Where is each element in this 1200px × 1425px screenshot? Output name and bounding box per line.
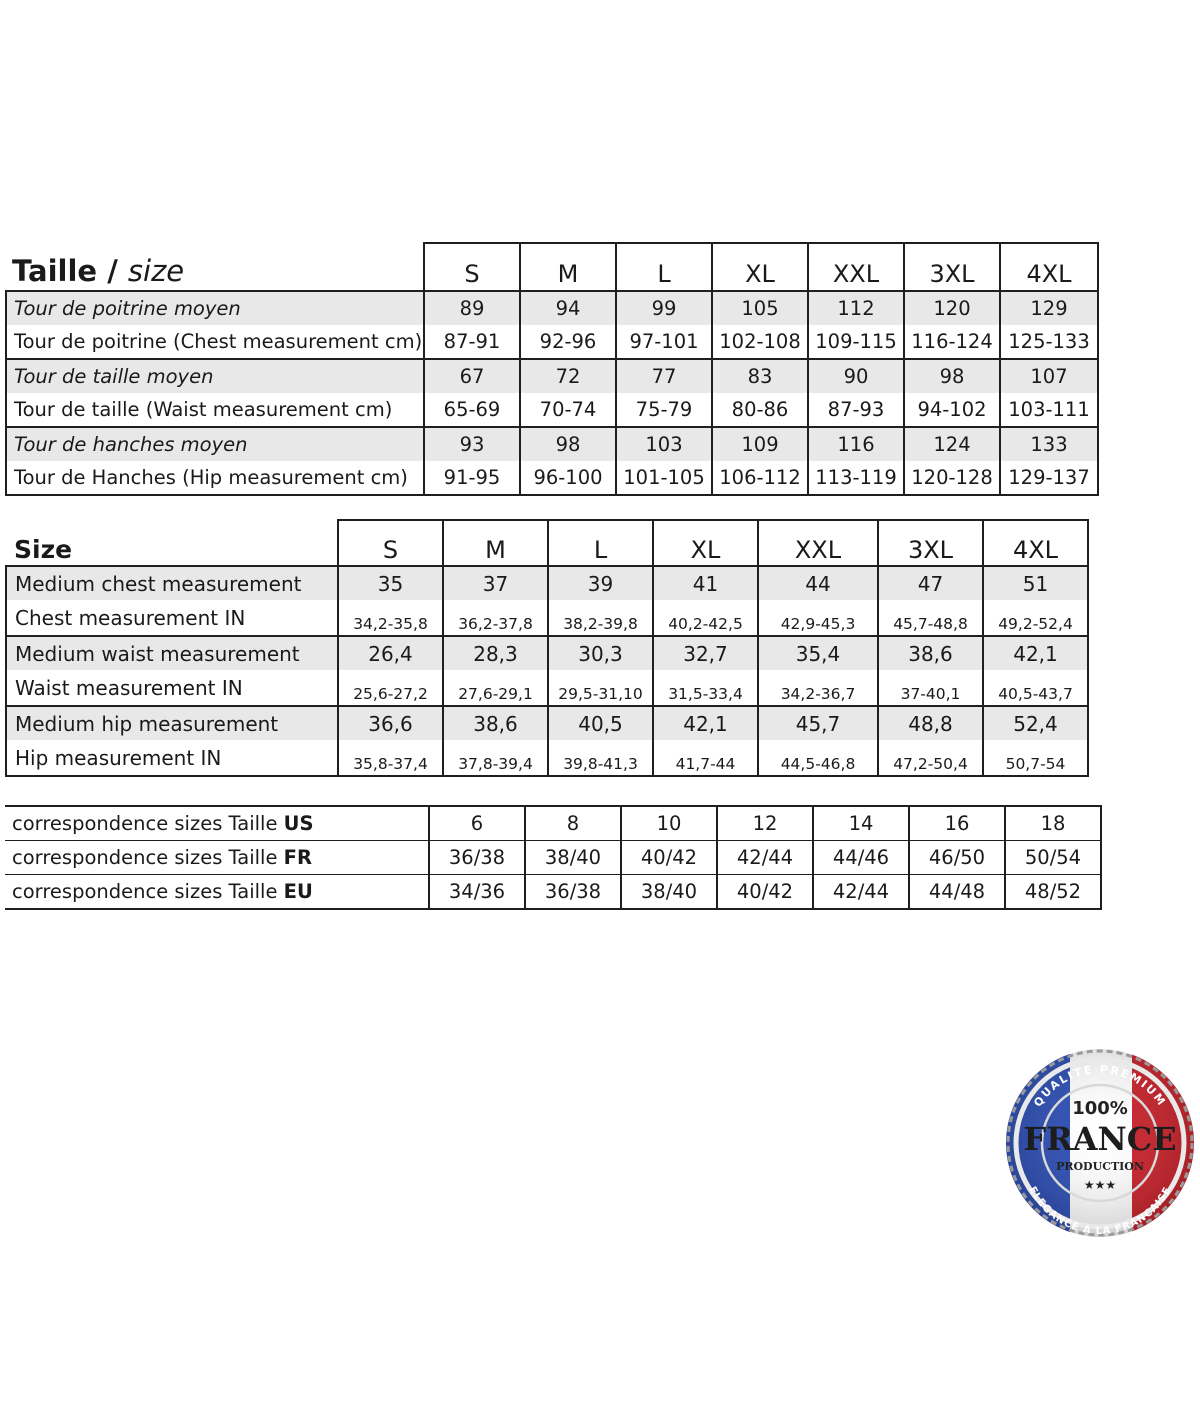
row-label: Chest measurement IN: [6, 600, 338, 636]
size-3xl: 3XL: [878, 520, 983, 566]
size-xl: XL: [653, 520, 758, 566]
table-cell: 38,6: [878, 636, 983, 670]
table-cell: 116: [808, 427, 904, 461]
seal-percent: 100%: [1072, 1098, 1128, 1119]
row-label-text: correspondence sizes Taille: [12, 846, 278, 869]
table-cell: 109-115: [808, 325, 904, 359]
table-cell: 116-124: [904, 325, 1000, 359]
table-cell: 42/44: [717, 841, 813, 875]
row-label: Tour de poitrine (Chest measurement cm): [6, 325, 424, 359]
row-label-text: correspondence sizes Taille: [12, 812, 278, 835]
table-cell: 34,2-36,7: [758, 670, 878, 706]
table-cell: 91-95: [424, 461, 520, 495]
seal-bottom-arc-path: ELEGANCE A LA FRANCAISE: [1026, 1184, 1174, 1238]
table-cell: 40,2-42,5: [653, 600, 758, 636]
table-cell: 129-137: [1000, 461, 1098, 495]
table-cell: 109: [712, 427, 808, 461]
table-cell: 70-74: [520, 393, 616, 427]
table-cell: 42,9-45,3: [758, 600, 878, 636]
table-cell: 48,8: [878, 706, 983, 740]
table-cell: 51: [983, 566, 1088, 600]
row-label: Tour de Hanches (Hip measurement cm): [6, 461, 424, 495]
seal-country: FRANCE: [1023, 1120, 1177, 1158]
table-cell: 65-69: [424, 393, 520, 427]
seal-production: PRODUCTION: [1056, 1160, 1144, 1173]
table-row: [6, 359, 1098, 393]
row-label: Tour de taille moyen: [6, 359, 424, 393]
table-cell: 52,4: [983, 706, 1088, 740]
table-cell: 36/38: [429, 841, 525, 875]
table-cell: 40/42: [717, 875, 813, 910]
table-cell: 50/54: [1005, 841, 1101, 875]
row-label: Tour de taille (Waist measurement cm): [6, 393, 424, 427]
table-cell: 6: [429, 806, 525, 841]
size-4xl: 4XL: [983, 520, 1088, 566]
table-row: [6, 566, 1088, 600]
seal-top-arc-path: QUALITE PREMIUM: [1031, 1062, 1169, 1110]
table-cell: 35,8-37,4: [338, 740, 443, 776]
table-row: [6, 740, 1088, 776]
table-cell: 124: [904, 427, 1000, 461]
table-cell: 48/52: [1005, 875, 1101, 910]
size-xxl: XXL: [758, 520, 878, 566]
table-cell: 18: [1005, 806, 1101, 841]
table-cell: 94-102: [904, 393, 1000, 427]
table-cell: 40,5: [548, 706, 653, 740]
table-cell: 83: [712, 359, 808, 393]
table-cell: 98: [520, 427, 616, 461]
size-header-row: [6, 520, 1088, 566]
row-label: [5, 806, 429, 841]
size-table-cm: [5, 242, 1099, 496]
table-cell: 36,2-37,8: [443, 600, 548, 636]
table-cell: 34/36: [429, 875, 525, 910]
table-cell: 42,1: [653, 706, 758, 740]
size-m: M: [520, 243, 616, 291]
table-cell: 98: [904, 359, 1000, 393]
table-cell: 120-128: [904, 461, 1000, 495]
table-cell: 92-96: [520, 325, 616, 359]
table-cell: 14: [813, 806, 909, 841]
table-cell: 99: [616, 291, 712, 325]
table-cell: 77: [616, 359, 712, 393]
row-label: Waist measurement IN: [6, 670, 338, 706]
table-cell: 25,6-27,2: [338, 670, 443, 706]
table-cell: 41: [653, 566, 758, 600]
table-cell: 87-91: [424, 325, 520, 359]
table-row: [6, 706, 1088, 740]
size-s: S: [424, 243, 520, 291]
table-cell: 102-108: [712, 325, 808, 359]
row-label: Tour de poitrine moyen: [6, 291, 424, 325]
row-label: Medium hip measurement: [6, 706, 338, 740]
table-cell: 37: [443, 566, 548, 600]
table-cell: 41,7-44: [653, 740, 758, 776]
size-system-code: US: [283, 812, 314, 835]
table-cell: 12: [717, 806, 813, 841]
size-system-code: EU: [283, 880, 313, 903]
table-cell: 34,2-35,8: [338, 600, 443, 636]
table-cell: 113-119: [808, 461, 904, 495]
size-xxl: XXL: [808, 243, 904, 291]
table-cell: 37-40,1: [878, 670, 983, 706]
table-cell: 27,6-29,1: [443, 670, 548, 706]
table-row: [6, 636, 1088, 670]
table-cell: 35,4: [758, 636, 878, 670]
size-l: L: [548, 520, 653, 566]
table-row: [6, 291, 1098, 325]
star-icon: ★★★: [1083, 1178, 1117, 1192]
table-cell: 47: [878, 566, 983, 600]
table-row: [6, 393, 1098, 427]
table-cell: 101-105: [616, 461, 712, 495]
size-4xl: 4XL: [1000, 243, 1098, 291]
size-xl: XL: [712, 243, 808, 291]
table-cell: 31,5-33,4: [653, 670, 758, 706]
table-row: [5, 806, 1101, 841]
table-cell: 105: [712, 291, 808, 325]
table-cell: 120: [904, 291, 1000, 325]
size-correspondence-table: [5, 805, 1102, 910]
table-cell: 10: [621, 806, 717, 841]
table-cell: 103-111: [1000, 393, 1098, 427]
row-label: [5, 841, 429, 875]
row-label: Tour de hanches moyen: [6, 427, 424, 461]
size-m: M: [443, 520, 548, 566]
table-cell: 50,7-54: [983, 740, 1088, 776]
table-cell: 75-79: [616, 393, 712, 427]
table-cell: 125-133: [1000, 325, 1098, 359]
table-cell: 44/46: [813, 841, 909, 875]
row-label: Hip measurement IN: [6, 740, 338, 776]
table-title: [6, 243, 424, 291]
table-cell: 107: [1000, 359, 1098, 393]
table-row: [5, 841, 1101, 875]
table-cell: 39: [548, 566, 653, 600]
table-cell: 45,7: [758, 706, 878, 740]
table-cell: 94: [520, 291, 616, 325]
table-title: Size: [6, 520, 338, 566]
table-cell: 133: [1000, 427, 1098, 461]
table-cell: 38/40: [525, 841, 621, 875]
table-cell: 44/48: [909, 875, 1005, 910]
row-label: Medium chest measurement: [6, 566, 338, 600]
table-cell: 38,2-39,8: [548, 600, 653, 636]
table-cell: 42,1: [983, 636, 1088, 670]
table-cell: 80-86: [712, 393, 808, 427]
france-quality-seal: [1000, 1046, 1200, 1241]
table-cell: 32,7: [653, 636, 758, 670]
table-cell: 44,5-46,8: [758, 740, 878, 776]
table-cell: 28,3: [443, 636, 548, 670]
size-table-inches: [5, 519, 1089, 777]
table-cell: 45,7-48,8: [878, 600, 983, 636]
table-cell: 46/50: [909, 841, 1005, 875]
table-row: [6, 461, 1098, 495]
row-label: [5, 875, 429, 910]
table-cell: 44: [758, 566, 878, 600]
table-cell: 29,5-31,10: [548, 670, 653, 706]
table-cell: 47,2-50,4: [878, 740, 983, 776]
table-cell: 8: [525, 806, 621, 841]
size-l: L: [616, 243, 712, 291]
table-cell: 35: [338, 566, 443, 600]
table-cell: 89: [424, 291, 520, 325]
table-cell: 87-93: [808, 393, 904, 427]
size-header-row: [6, 243, 1098, 291]
table-cell: 112: [808, 291, 904, 325]
table-cell: 49,2-52,4: [983, 600, 1088, 636]
table-cell: 40/42: [621, 841, 717, 875]
table-cell: 38,6: [443, 706, 548, 740]
table-cell: 16: [909, 806, 1005, 841]
table-cell: 129: [1000, 291, 1098, 325]
size-s: S: [338, 520, 443, 566]
table-cell: 30,3: [548, 636, 653, 670]
table-cell: 26,4: [338, 636, 443, 670]
row-label: Medium waist measurement: [6, 636, 338, 670]
size-system-code: FR: [283, 846, 312, 869]
table-cell: 72: [520, 359, 616, 393]
table-cell: 39,8-41,3: [548, 740, 653, 776]
table-cell: 42/44: [813, 875, 909, 910]
table-cell: 36,6: [338, 706, 443, 740]
size-3xl: 3XL: [904, 243, 1000, 291]
table-cell: 103: [616, 427, 712, 461]
table-row: [6, 325, 1098, 359]
title-bold: Taille /: [12, 254, 118, 288]
title-italic: size: [127, 254, 185, 288]
table-cell: 90: [808, 359, 904, 393]
table-row: [6, 670, 1088, 706]
row-label-text: correspondence sizes Taille: [12, 880, 278, 903]
table-cell: 96-100: [520, 461, 616, 495]
table-cell: 106-112: [712, 461, 808, 495]
table-cell: 93: [424, 427, 520, 461]
table-cell: 40,5-43,7: [983, 670, 1088, 706]
table-cell: 67: [424, 359, 520, 393]
table-row: [5, 875, 1101, 910]
seal-graphic: [1000, 1046, 1200, 1241]
table-cell: 97-101: [616, 325, 712, 359]
table-cell: 38/40: [621, 875, 717, 910]
table-row: [6, 600, 1088, 636]
table-cell: 37,8-39,4: [443, 740, 548, 776]
table-cell: 36/38: [525, 875, 621, 910]
table-row: [6, 427, 1098, 461]
